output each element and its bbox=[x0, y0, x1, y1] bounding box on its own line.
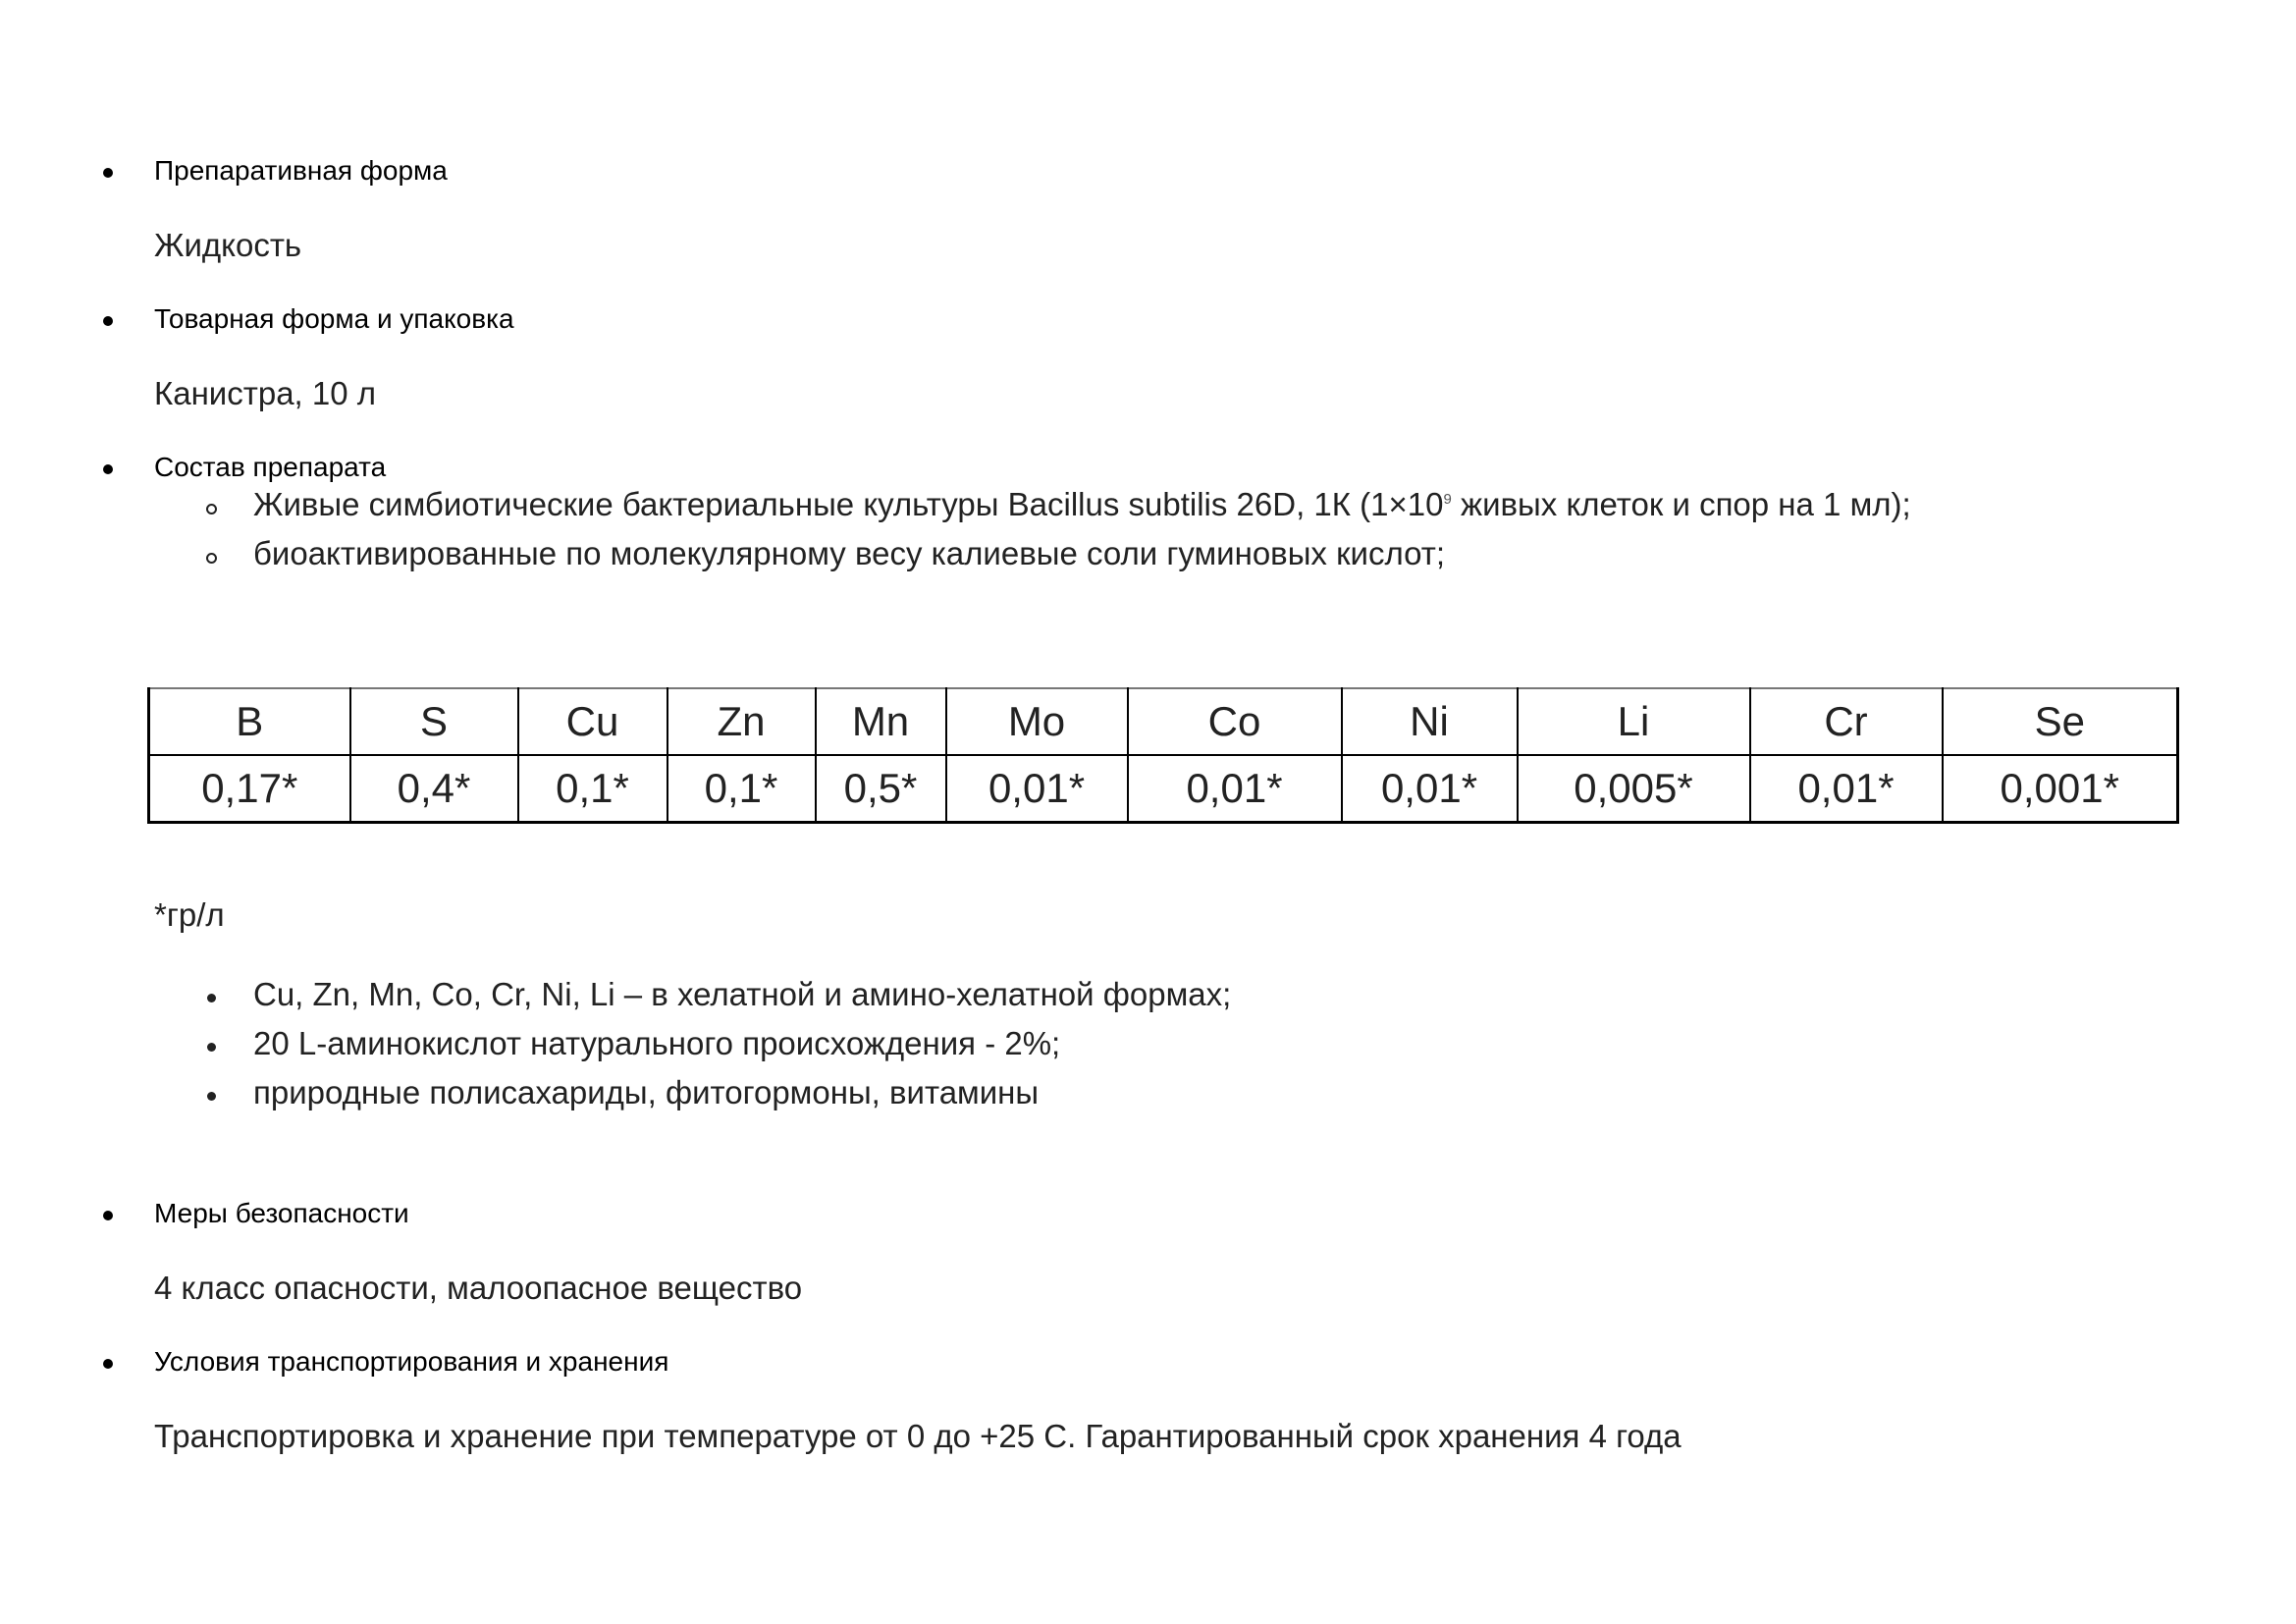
table-cell: 0,1* bbox=[667, 755, 816, 823]
table-row bbox=[149, 755, 2178, 823]
table-header-cell: Cu bbox=[518, 688, 667, 755]
bullet-dot bbox=[103, 1211, 113, 1220]
table-header-cell: Mn bbox=[816, 688, 946, 755]
table-cell: 0,01* bbox=[946, 755, 1128, 823]
table-header-cell: Ni bbox=[1342, 688, 1518, 755]
extra-item: 20 L-аминокислот натурального происхождения - 2%; bbox=[253, 1025, 1061, 1061]
table-header-cell: Cr bbox=[1750, 688, 1943, 755]
composition-item-humates: биоактивированные по молекулярному весу калиевые соли гуминовых кислот; bbox=[253, 535, 1446, 571]
table-cell: 0,1* bbox=[518, 755, 667, 823]
table-header-cell: B bbox=[149, 688, 350, 755]
table-header-row bbox=[149, 688, 2178, 755]
table-header-cell: S bbox=[350, 688, 518, 755]
section-value-form: Жидкость bbox=[154, 227, 302, 263]
unit-note: *гр/л bbox=[154, 896, 225, 933]
section-heading-storage: Условия транспортирования и хранения bbox=[154, 1346, 669, 1377]
sub-bullet-dot bbox=[207, 1043, 216, 1052]
extra-item: Cu, Zn, Mn, Co, Cr, Ni, Li – в хелатной и амино-хелатной формах; bbox=[253, 976, 1232, 1012]
section-heading-safety: Меры безопасности bbox=[154, 1198, 409, 1228]
sub-bullet-circle bbox=[206, 553, 217, 564]
table-header-cell: Se bbox=[1943, 688, 2178, 755]
table-cell: 0,01* bbox=[1750, 755, 1943, 823]
sub-bullet-dot bbox=[207, 1092, 216, 1101]
extra-item: природные полисахариды, фитогормоны, витамины bbox=[253, 1074, 1040, 1110]
table-cell: 0,005* bbox=[1518, 755, 1750, 823]
table-cell: 0,17* bbox=[149, 755, 350, 823]
composition-item-bacteria-text-end: живых клеток и спор на 1 мл); bbox=[1451, 486, 1911, 522]
table-header-cell: Mo bbox=[946, 688, 1128, 755]
table-header-cell: Co bbox=[1128, 688, 1342, 755]
section-heading-form: Препаративная форма bbox=[154, 155, 448, 186]
composition-item-bacteria-text: Живые симбиотические бактериальные культуры Bacillus subtilis 26D, 1К (1×10 bbox=[253, 486, 1444, 522]
table-cell: 0,01* bbox=[1342, 755, 1518, 823]
sub-bullet-circle bbox=[206, 504, 217, 514]
bullet-dot bbox=[103, 316, 113, 326]
table-header-cell: Zn bbox=[667, 688, 816, 755]
sub-bullet-dot bbox=[207, 994, 216, 1002]
section-value-storage: Транспортировка и хранение при температуре от 0 до +25 С. Гарантированный срок хранения 4 года bbox=[154, 1418, 1682, 1454]
section-heading-packaging: Товарная форма и упаковка bbox=[154, 303, 514, 334]
table-cell: 0,01* bbox=[1128, 755, 1342, 823]
bullet-dot bbox=[103, 464, 113, 474]
bullet-dot bbox=[103, 168, 113, 178]
table-header-cell: Li bbox=[1518, 688, 1750, 755]
microelements-table bbox=[147, 687, 2179, 824]
table-cell: 0,5* bbox=[816, 755, 946, 823]
table-cell: 0,001* bbox=[1943, 755, 2178, 823]
section-heading-composition: Состав препарата bbox=[154, 452, 387, 482]
table-cell: 0,4* bbox=[350, 755, 518, 823]
composition-item-bacteria-exponent: 9 bbox=[1443, 491, 1452, 508]
bullet-dot bbox=[103, 1359, 113, 1369]
composition-item-bacteria bbox=[253, 485, 1911, 524]
section-value-safety: 4 класс опасности, малоопасное вещество bbox=[154, 1270, 803, 1306]
section-value-packaging: Канистра, 10 л bbox=[154, 375, 377, 411]
